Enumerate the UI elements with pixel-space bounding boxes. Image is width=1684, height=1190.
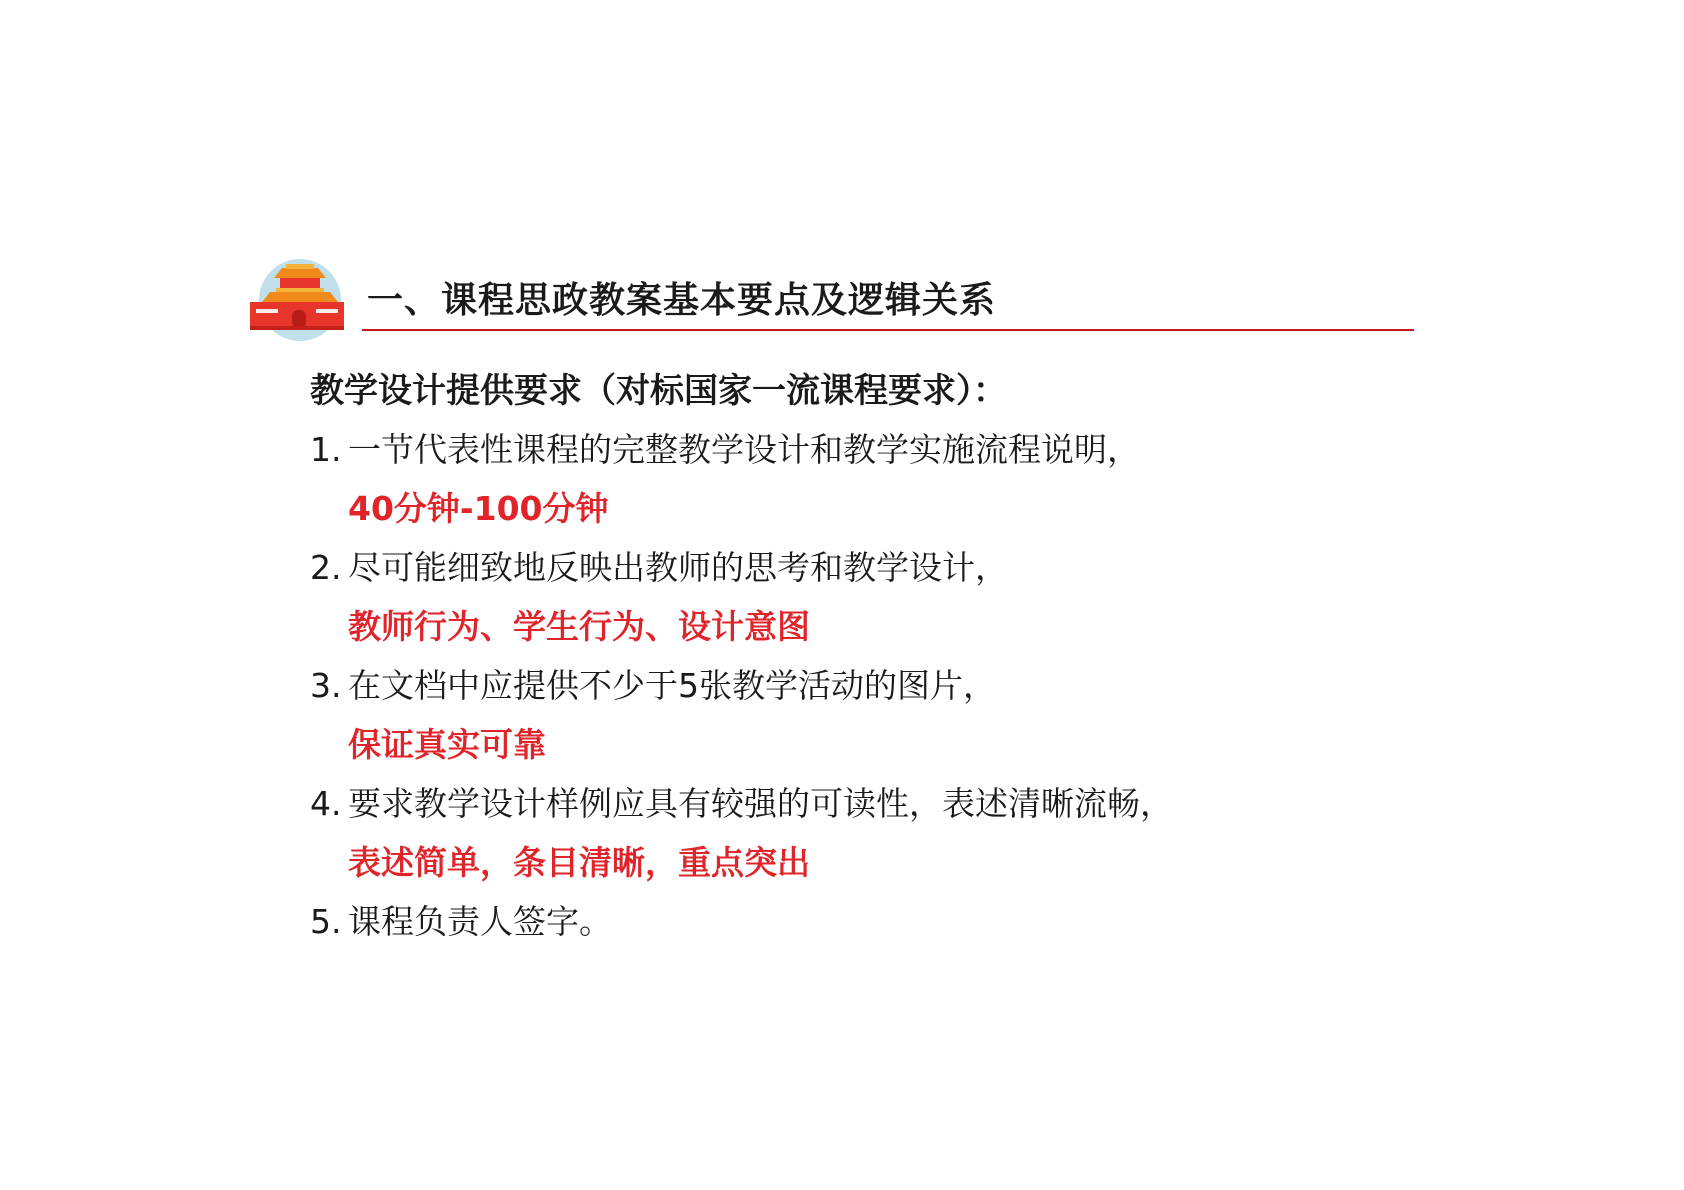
gate-tower-icon	[248, 258, 346, 342]
item-number: 2.	[310, 548, 342, 587]
item-highlight: 40分钟-100分钟	[348, 489, 609, 528]
list-item	[310, 892, 1410, 951]
item-highlight: 教师行为、学生行为、设计意图	[348, 607, 810, 646]
title-divider	[362, 329, 1414, 331]
page-title: 一、课程思政教案基本要点及逻辑关系	[367, 280, 997, 321]
item-number: 5.	[310, 902, 342, 941]
item-highlight: 表述简单，条目清晰，重点突出	[348, 843, 810, 882]
item-number: 1.	[310, 430, 342, 469]
item-text: 一节代表性课程的完整教学设计和教学实施流程说明，	[348, 430, 1140, 469]
item-text: 在文档中应提供不少于5张教学活动的图片，	[348, 666, 996, 705]
list-item	[310, 774, 1410, 892]
item-text: 课程负责人签字。	[348, 902, 612, 941]
requirements-section	[310, 362, 1410, 951]
item-highlight: 保证真实可靠	[348, 725, 546, 764]
list-item	[310, 420, 1410, 538]
item-number: 3.	[310, 666, 342, 705]
item-text: 要求教学设计样例应具有较强的可读性，表述清晰流畅，	[348, 784, 1173, 823]
list-item	[310, 656, 1410, 774]
requirements-intro: 教学设计提供要求（对标国家一流课程要求）：	[310, 371, 1007, 411]
item-number: 4.	[310, 784, 342, 823]
list-item	[310, 538, 1410, 656]
item-text: 尽可能细致地反映出教师的思考和教学设计，	[348, 548, 1008, 587]
